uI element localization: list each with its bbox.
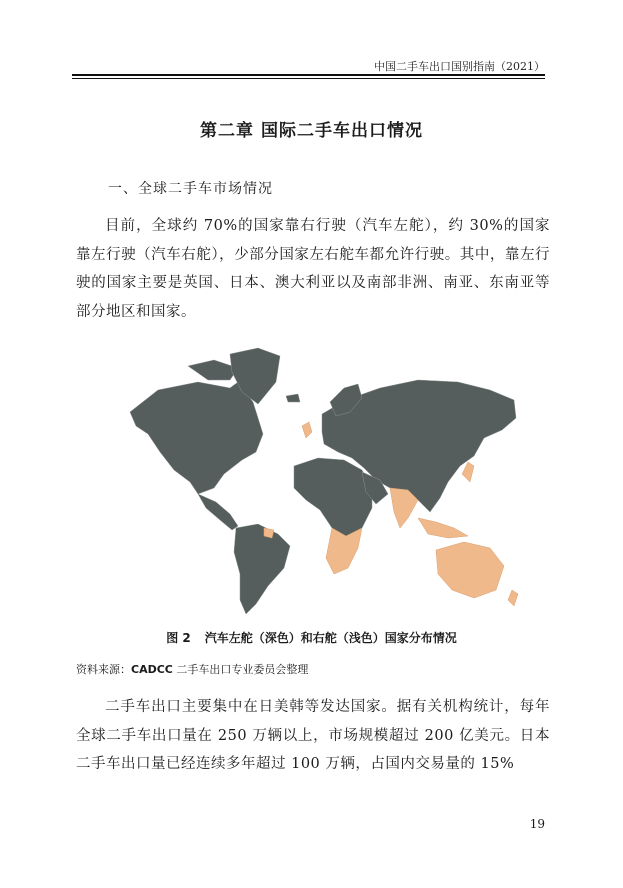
chapter-title: 第二章 国际二手车出口情况 bbox=[200, 121, 423, 141]
region-australia bbox=[436, 542, 504, 598]
header-rule bbox=[72, 74, 545, 76]
world-map-svg bbox=[118, 342, 524, 618]
region-south-america bbox=[234, 524, 290, 614]
running-header: 中国二手车出口国别指南（2021） bbox=[374, 60, 545, 73]
region-southern-africa bbox=[326, 528, 362, 574]
body-paragraph-1: 目前，全球约 70%的国家靠右行驶（汽车左舵），约 30%的国家靠左行驶（汽车右舵），少部分国家左右舵车都允许行驶。其中，靠左行驶的国家主要是英国、日本、澳大利亚以及南部非洲、南亚、东南亚等部分地区和国家。 bbox=[76, 218, 550, 320]
source-rest: 二手车出口专业委员会整理 bbox=[172, 663, 309, 676]
region-southeast-asia bbox=[418, 518, 468, 538]
figure-number: 图 2 bbox=[166, 631, 191, 645]
region-north-america bbox=[130, 382, 263, 494]
section-title: 一、全球二手车市场情况 bbox=[108, 181, 273, 197]
figure-caption-text: 汽车左舵（深色）和右舵（浅色）国家分布情况 bbox=[204, 631, 457, 645]
region-new-zealand bbox=[508, 590, 518, 606]
region-iceland bbox=[286, 394, 300, 402]
header-rule-thin bbox=[72, 78, 545, 79]
region-japan bbox=[462, 462, 474, 482]
source-org: CADCC bbox=[131, 663, 173, 676]
region-central-america bbox=[198, 494, 238, 530]
body-paragraph-2: 二手车出口主要集中在日美韩等发达国家。据有关机构统计，每年全球二手车出口量在 250 万辆以上，市场规模超过 200 亿美元。日本二手车出口量已经连续多年超过 100 万辆，占国内交易量的 15% bbox=[76, 699, 550, 772]
figure-caption bbox=[0, 629, 623, 646]
region-africa-north bbox=[294, 458, 372, 536]
source-prefix: 资料来源： bbox=[76, 663, 131, 676]
world-drive-side-map bbox=[118, 342, 524, 618]
region-guyana bbox=[264, 528, 274, 538]
page-number: 19 bbox=[529, 817, 545, 831]
source-note bbox=[76, 661, 308, 677]
region-arctic-islands bbox=[188, 360, 238, 380]
region-uk-ireland bbox=[302, 422, 312, 438]
